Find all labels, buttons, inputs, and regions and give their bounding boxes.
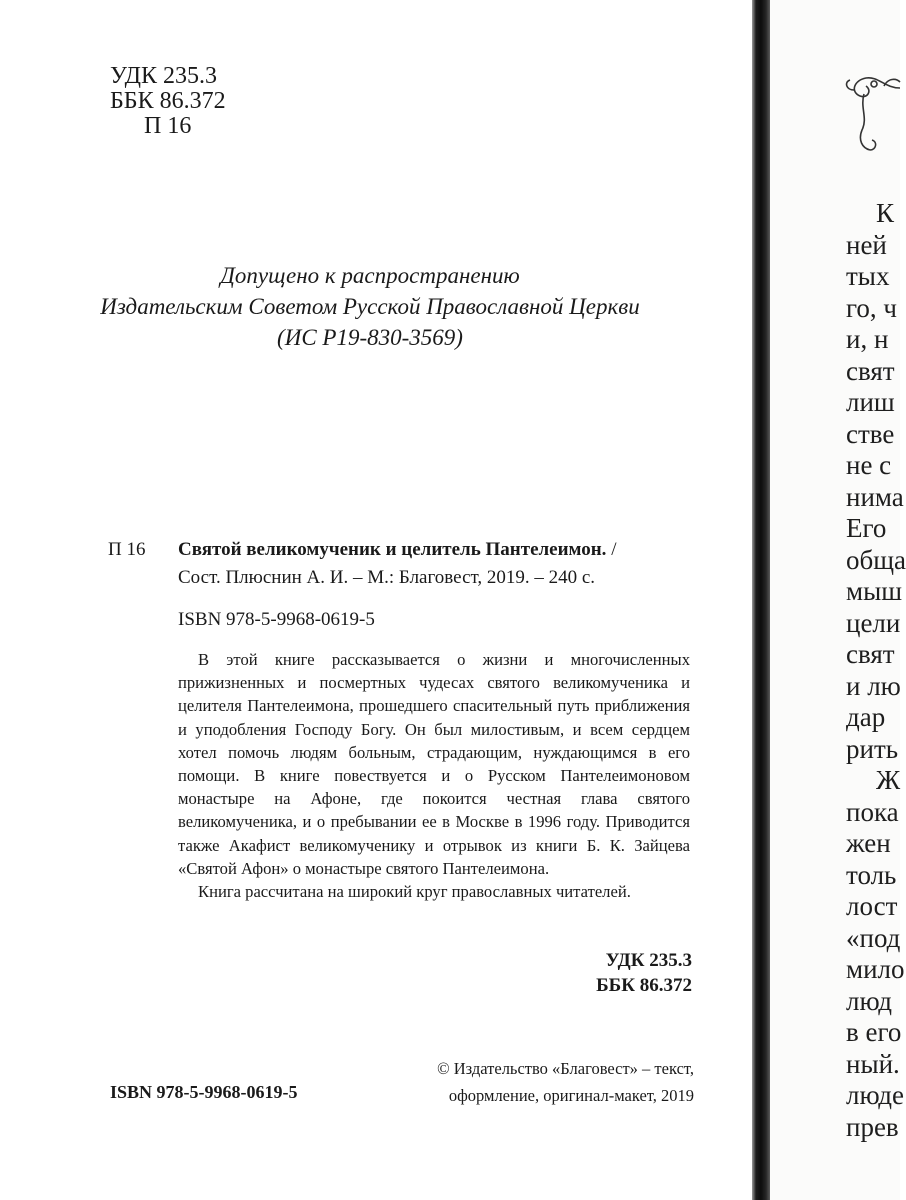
- text-line: люд: [846, 985, 893, 1016]
- text-line: нима: [846, 481, 904, 512]
- text-line: свят: [846, 355, 895, 386]
- ornament-icon: [840, 68, 900, 158]
- annotation-readership: Книга рассчитана на широкий круг православных читателей.: [198, 882, 631, 902]
- text-line: свят: [846, 639, 895, 669]
- text-line: не с: [846, 450, 892, 480]
- bbk-code: ББК 86.372: [110, 88, 226, 114]
- permission-line-2: Издательским Советом Русской Православной Церкви: [100, 294, 640, 319]
- text-line: мило: [846, 954, 905, 984]
- text-line: дар: [846, 702, 886, 732]
- text-line: К: [876, 198, 895, 228]
- text-line: стве: [846, 418, 895, 449]
- book-spine-gutter: [752, 0, 770, 1200]
- copyright-line-2: оформление, оригинал-макет, 2019: [448, 1086, 694, 1105]
- text-line: Его: [846, 513, 887, 543]
- text-line: толь: [846, 859, 897, 890]
- right-page-text: [846, 198, 906, 1143]
- permission-line-1: Допущено к распространению: [220, 263, 520, 288]
- text-line: рить: [846, 733, 899, 764]
- text-line: и, н: [846, 324, 889, 354]
- catalog-title-line: [178, 536, 616, 564]
- copyright-line-1: © Издательство «Благовест» – текст,: [437, 1059, 694, 1078]
- text-line: прев: [846, 1111, 899, 1142]
- udk-code-bottom: УДК 235.3: [605, 950, 692, 971]
- text-line: ный.: [846, 1048, 900, 1079]
- text-line: мыш: [846, 576, 903, 606]
- text-line: Ж: [876, 765, 901, 795]
- text-line: цели: [846, 607, 901, 638]
- catalog-isbn: ISBN 978-5-9968-0619-5: [178, 609, 375, 630]
- udk-code: УДК 235.3: [110, 63, 217, 89]
- book-annotation: [178, 648, 690, 903]
- isbn-bottom: ISBN 978-5-9968-0619-5: [110, 1082, 298, 1102]
- text-line: люде: [846, 1080, 904, 1110]
- text-line: и лю: [846, 670, 901, 701]
- text-line: тых: [846, 261, 890, 291]
- title-separator: /: [606, 539, 617, 560]
- publishing-permission: [90, 260, 650, 353]
- author-index: П 16: [144, 113, 192, 139]
- right-page: [770, 0, 906, 1200]
- text-line: в его: [846, 1017, 902, 1047]
- bbk-code-bottom: ББК 86.372: [596, 975, 692, 996]
- annotation-paragraph: В этой книге рассказывается о жизни и многочисленных прижизненных и посмертных чудесах святого великомученика и целителя Пантелеимона, прошедшего спасительный путь приближения и уподобления Господу Богу. Он был милостивым, и всем сердцем хотел помочь людям больным, страдающим, нуждающимся в его помощи. В книге повествуется и о Русском Пантелеимоновом монастыре на Афоне, где покоится честная глава святого великомученика, и о пребывании ее в Москве в 1996 году. Приводится также Акафист великомученику и отрывок из книги Б. К. Зайцева «Святой Афон» о монастыре святого Пантелеимона.: [178, 650, 690, 878]
- text-line: го, ч: [846, 292, 897, 323]
- text-line: пока: [846, 796, 899, 827]
- text-line: «под: [846, 922, 901, 953]
- copyright-notice: [392, 1055, 694, 1109]
- text-line: обща: [846, 544, 906, 575]
- text-line: лост: [846, 891, 898, 921]
- catalog-imprint: Сост. Плюснин А. И. – М.: Благовест, 2019. – 240 с.: [178, 567, 596, 588]
- text-line: ней: [846, 229, 887, 260]
- text-line: жен: [846, 828, 891, 858]
- text-line: лиш: [846, 387, 895, 417]
- catalog-index: П 16: [108, 539, 146, 560]
- udk-bottom-block: [560, 948, 692, 998]
- book-title: Святой великомученик и целитель Пантелеимон.: [178, 539, 607, 560]
- permission-line-3: (ИС Р19-830-3569): [277, 325, 463, 350]
- udk-header: [110, 64, 226, 139]
